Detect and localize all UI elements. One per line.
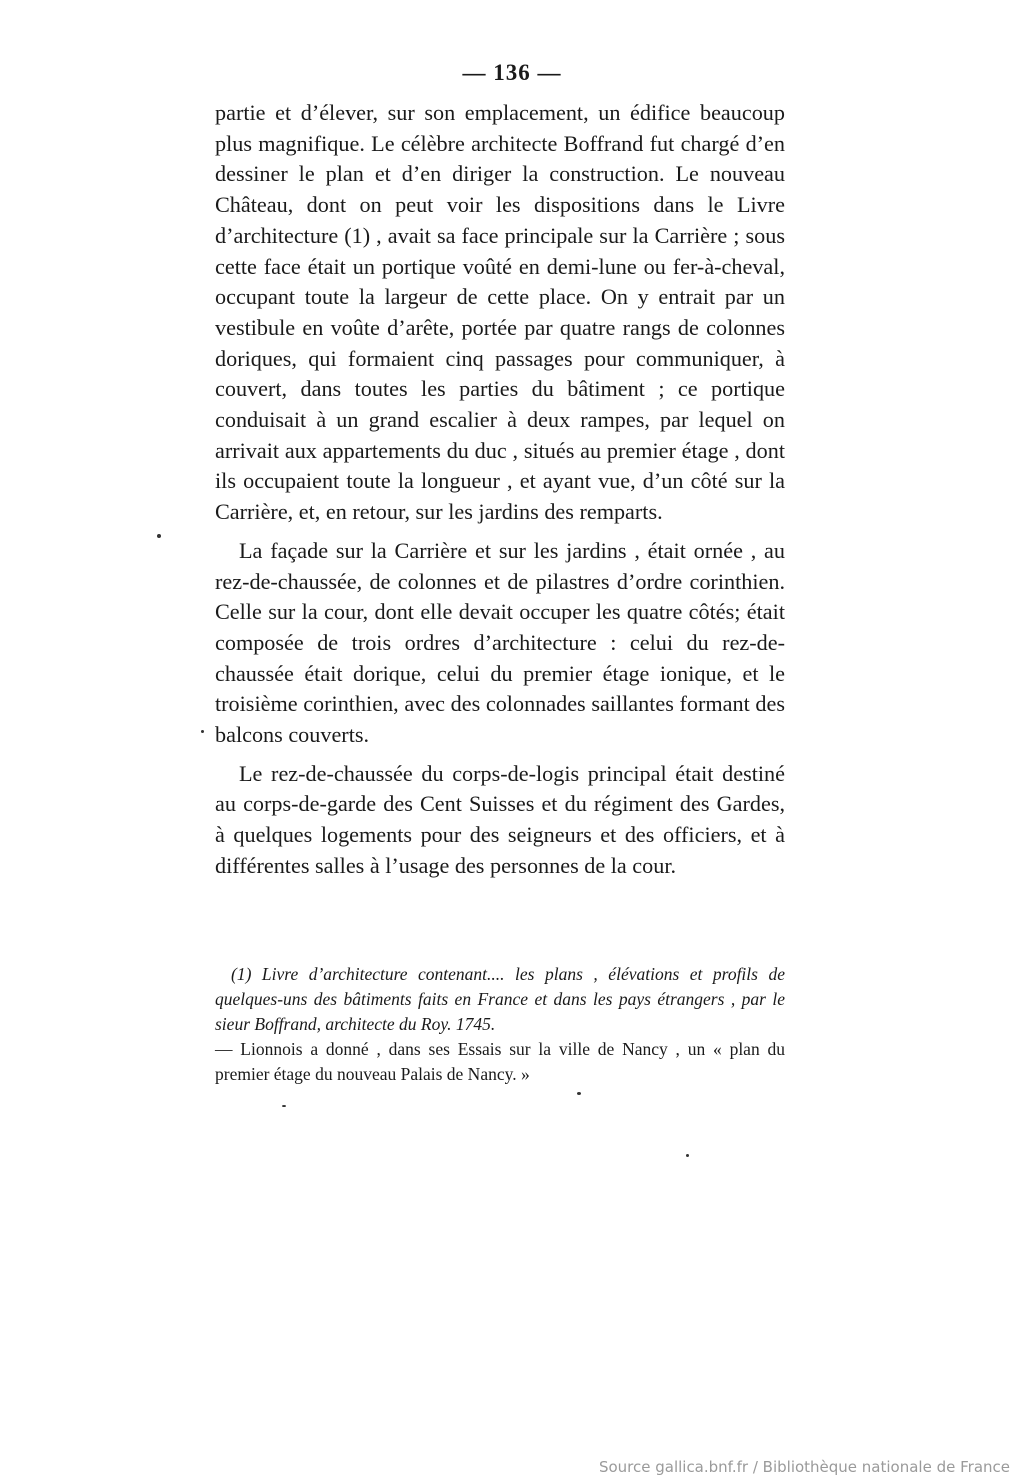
- paragraph-1: partie et d’élever, sur son emplacement, un édifice beaucoup plus magnifique. Le célèbre architecte Boffrand fut chargé d’en dessiner le plan et d’en diriger la construction. Le nouveau Château, dont on peut voir les dispositions dans le Livre d’architecture (1) , avait sa face principale sur la Carrière ; sous cette face était un portique voûté en demi-lune ou fer-à-cheval, occupant toute la largeur de cette place. On y entrait par un vestibule en voûte d’arête, portée par quatre rangs de colonnes doriques, qui formaient cinq passages pour communiquer, à couvert, dans toutes les parties du bâtiment ; ce portique conduisait à un grand escalier à deux rampes, par lequel on arrivait aux appartements du duc , situés au premier étage , dont ils occupaient toute la longueur , et ayant vue, d’un côté sur la Carrière, et, en retour, sur les jardins des remparts.: [215, 100, 785, 525]
- paragraph-3: Le rez-de-chaussée du corps-de-logis principal était destiné au corps-de-garde des Cent Suisses et du régiment des Gardes, à quelques logements pour des seigneurs et des officiers, et à différentes salles à l’usage des personnes de la cour.: [215, 760, 785, 878]
- paragraph-2: La façade sur la Carrière et sur les jardins , était ornée , au rez-de-chaussée, de colonnes et de pilastres d’ordre corinthien. Celle sur la cour, dont elle devait occuper les quatre côtés; était composée de trois ordres d’architecture : celui du rez-de-chaussée était dorique, celui du premier étage ionique, et le troisième corinthien, avec des colonnades saillantes formant des balcons couverts.: [215, 537, 785, 748]
- page-number: — 136 —: [462, 60, 562, 85]
- speck-footer-1: [282, 1105, 286, 1107]
- speck-footer-3: [686, 1154, 689, 1157]
- main-text: [215, 98, 785, 882]
- speck-left-2: [201, 730, 204, 733]
- speck-footer-2: [577, 1092, 581, 1095]
- footnote-note: — Lionnois a donné , dans ses Essais sur la ville de Nancy , un « plan du premier étage du nouveau Palais de Nancy. »: [215, 1039, 785, 1084]
- footnote: [215, 962, 785, 1087]
- speck-left-1: [157, 534, 161, 538]
- source-attribution: Source gallica.bnf.fr / Bibliothèque nationale de France: [598, 1458, 1010, 1476]
- footnote-citation: (1) Livre d’architecture contenant.... les plans , élévations et profils de quelques-uns des bâtiments faits en France et dans les pays étrangers , par le sieur Boffrand, architecte du Roy. 1745.: [215, 964, 785, 1034]
